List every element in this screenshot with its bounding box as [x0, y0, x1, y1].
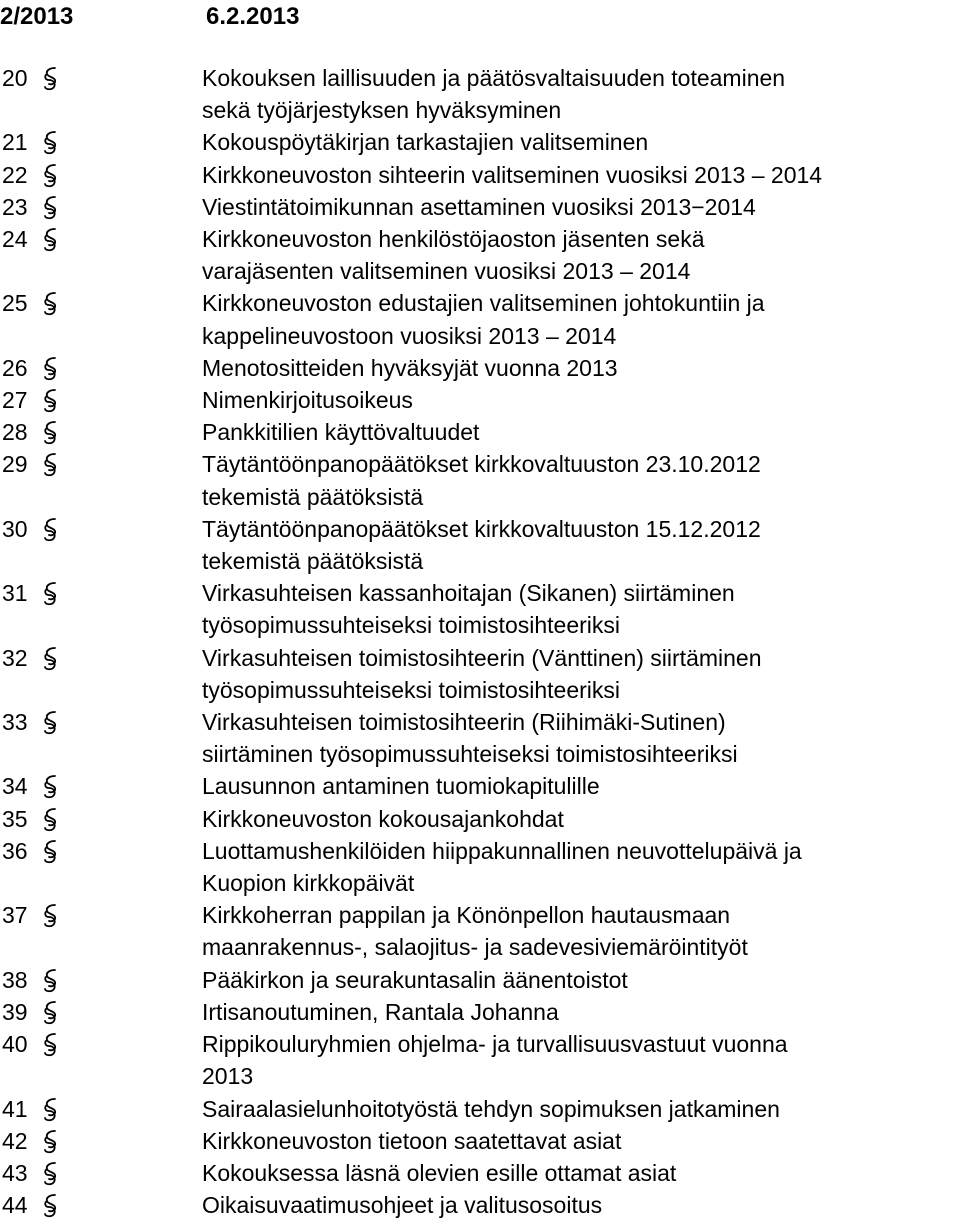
- section-sign-icon: [36, 839, 66, 865]
- section-sign-icon: [36, 1193, 66, 1219]
- agenda-item-34: [0, 770, 960, 802]
- agenda-item-37: [0, 899, 960, 963]
- section-sign-icon: [36, 581, 66, 607]
- section-sign-icon: [36, 1000, 66, 1026]
- agenda-item-title: Virkasuhteisen toimistosihteerin (Riihimäki-Sutinen) siirtäminen työsopimussuhteiseksi toimistosihteeriksi: [202, 709, 738, 768]
- agenda-item-title: Kirkkoherran pappilan ja Könönpellon hautausmaan maanrakennus-, salaojitus- ja sadevesiviemäröintityöt: [202, 902, 748, 961]
- agenda-item-title: Luottamushenkilöiden hiippakunnallinen neuvottelupäivä ja Kuopion kirkkopäivät: [202, 837, 802, 897]
- agenda-item-title: Oikaisuvaatimusohjeet ja valitusosoitus: [202, 1192, 603, 1219]
- meeting-date: 6.2.2013: [206, 3, 300, 30]
- agenda-item-title: Pääkirkon ja seurakuntasalin äänentoistot: [202, 966, 628, 993]
- agenda-item-title: Kokouspöytäkirjan tarkastajien valitseminen: [202, 129, 649, 156]
- section-sign-icon: [36, 452, 66, 478]
- agenda-item-number: 24: [2, 226, 28, 253]
- agenda-item-29: [0, 448, 960, 512]
- agenda-item-title: Pankkitilien käyttövaltuudet: [202, 419, 480, 446]
- agenda-item-number: 36: [2, 837, 28, 864]
- section-sign-icon: [36, 291, 66, 317]
- agenda-item-41: [0, 1093, 960, 1125]
- agenda-item-number: 44: [2, 1192, 28, 1219]
- section-sign-icon: [36, 1032, 66, 1058]
- section-sign-icon: [36, 710, 66, 736]
- agenda-item-number: 34: [2, 773, 28, 800]
- agenda-item-36: [0, 835, 960, 899]
- agenda-item-title: Kokouksessa läsnä olevien esille ottamat asiat: [202, 1159, 677, 1186]
- agenda-item-title: Irtisanoutuminen, Rantala Johanna: [202, 998, 559, 1025]
- agenda-item-title: Virkasuhteisen toimistosihteerin (Vänttinen) siirtäminen työsopimussuhteiseksi toimistosihteeriksi: [202, 644, 762, 703]
- agenda-item-number: 38: [2, 966, 28, 993]
- agenda-item-number: 41: [2, 1095, 28, 1122]
- section-sign-icon: [36, 968, 66, 994]
- agenda-item-title: Kokouksen laillisuuden ja päätösvaltaisuuden toteaminen sekä työjärjestyksen hyväksyminen: [202, 65, 786, 124]
- agenda-item-title: Rippikouluryhmien ohjelma- ja turvallisuusvastuut vuonna 2013: [202, 1031, 788, 1090]
- section-sign-icon: [36, 1097, 66, 1123]
- agenda-item-title: Menotositteiden hyväksyjät vuonna 2013: [202, 354, 618, 381]
- agenda-item-title: Kirkkoneuvoston sihteerin valitseminen vuosiksi 2013 – 2014: [202, 161, 823, 188]
- agenda-item-number: 27: [2, 387, 28, 414]
- agenda-item-25: [0, 287, 960, 351]
- agenda-item-20: [0, 62, 960, 126]
- agenda-item-number: 31: [2, 580, 28, 607]
- section-sign-icon: [36, 420, 66, 446]
- agenda-item-number: 39: [2, 998, 28, 1025]
- agenda-item-number: 28: [2, 419, 28, 446]
- agenda-item-title: Virkasuhteisen kassanhoitajan (Sikanen) siirtäminen työsopimussuhteiseksi toimistosihteeriksi: [202, 580, 735, 639]
- agenda-item-24: [0, 223, 960, 287]
- agenda-item-number: 29: [2, 451, 28, 478]
- agenda-item-26: [0, 352, 960, 384]
- agenda-item-33: [0, 706, 960, 770]
- agenda-item-number: 37: [2, 902, 28, 929]
- agenda-item-number: 23: [2, 193, 28, 220]
- agenda-item-39: [0, 996, 960, 1028]
- agenda-item-title: Täytäntöönpanopäätökset kirkkovaltuuston 15.12.2012 tekemistä päätöksistä: [202, 515, 761, 575]
- agenda-item-title: Nimenkirjoitusoikeus: [202, 387, 413, 414]
- agenda-item-title: Täytäntöönpanopäätökset kirkkovaltuuston 23.10.2012 tekemistä päätöksistä: [202, 451, 761, 510]
- section-sign-icon: [36, 66, 66, 92]
- agenda-item-42: [0, 1125, 960, 1157]
- section-sign-icon: [36, 807, 66, 833]
- agenda-item-22: [0, 159, 960, 191]
- agenda-item-30: [0, 513, 960, 577]
- agenda-item-21: [0, 126, 960, 158]
- section-sign-icon: [36, 195, 66, 221]
- section-sign-icon: [36, 130, 66, 156]
- agenda-item-number: 32: [2, 644, 28, 671]
- agenda-item-number: 22: [2, 161, 28, 188]
- agenda-item-number: 20: [2, 65, 28, 91]
- meeting-number: 2/2013: [0, 3, 74, 30]
- agenda-list: [0, 62, 960, 1221]
- agenda-item-27: [0, 384, 960, 416]
- section-sign-icon: [36, 774, 66, 800]
- section-sign-icon: [36, 388, 66, 414]
- section-sign-icon: [36, 903, 66, 929]
- agenda-item-number: 33: [2, 709, 28, 736]
- agenda-item-title: Kirkkoneuvoston kokousajankohdat: [202, 805, 564, 832]
- agenda-item-number: 40: [2, 1031, 28, 1058]
- agenda-item-28: [0, 416, 960, 448]
- section-sign-icon: [36, 517, 66, 543]
- agenda-item-title: Kirkkoneuvoston edustajien valitseminen johtokuntiin ja kappelineuvostoon vuosiksi 2013 – 2014: [202, 290, 765, 349]
- section-sign-icon: [36, 227, 66, 253]
- agenda-item-38: [0, 964, 960, 996]
- agenda-item-title: Kirkkoneuvoston tietoon saatettavat asiat: [202, 1127, 622, 1154]
- agenda-item-title: Kirkkoneuvoston henkilöstöjaoston jäsenten sekä varajäsenten valitseminen vuosiksi 2013 – 2014: [202, 226, 705, 285]
- agenda-item-40: [0, 1028, 960, 1092]
- section-sign-icon: [36, 1161, 66, 1187]
- document-header: [0, 2, 300, 32]
- agenda-item-title: Sairaalasielunhoitotyöstä tehdyn sopimuksen jatkaminen: [202, 1095, 780, 1122]
- agenda-item-number: 42: [2, 1127, 28, 1154]
- section-sign-icon: [36, 356, 66, 382]
- agenda-item-number: 30: [2, 515, 28, 542]
- agenda-item-23: [0, 191, 960, 223]
- agenda-item-43: [0, 1157, 960, 1189]
- agenda-item-number: 26: [2, 354, 28, 381]
- agenda-item-32: [0, 642, 960, 706]
- agenda-item-number: 43: [2, 1159, 28, 1186]
- section-sign-icon: [36, 163, 66, 189]
- agenda-item-number: 21: [2, 129, 28, 156]
- agenda-item-44: [0, 1189, 960, 1221]
- agenda-item-title: Lausunnon antaminen tuomiokapitulille: [202, 773, 600, 800]
- agenda-item-31: [0, 577, 960, 641]
- section-sign-icon: [36, 646, 66, 672]
- agenda-item-title: Viestintätoimikunnan asettaminen vuosiksi 2013−2014: [202, 193, 756, 220]
- agenda-item-35: [0, 803, 960, 835]
- section-sign-icon: [36, 1129, 66, 1155]
- agenda-item-number: 35: [2, 805, 28, 832]
- agenda-item-number: 25: [2, 290, 28, 317]
